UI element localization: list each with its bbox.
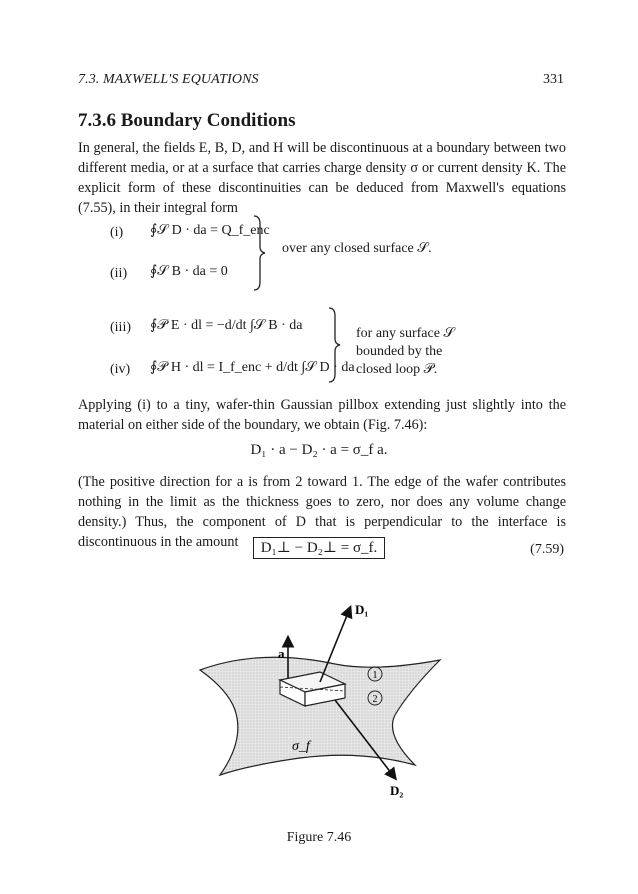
label-medium-1: 1: [372, 670, 378, 681]
equation-iii-label: (iii): [110, 320, 131, 335]
pillbox-paragraph: [78, 395, 566, 435]
surface-note-line-2: bounded by the: [356, 344, 443, 359]
label-d1: D₁: [355, 602, 369, 617]
positive-direction-paragraph-text: (The positive direction for a is from 2 toward 1. The edge of the wafer contributes nothing in the limit as the thickness goes to zero, nor does any volume change density.) Thus, the component of D that is perpendicular to the interface is discontinuous in the amount: [78, 474, 566, 550]
equation-iv-label: (iv): [110, 362, 131, 377]
boxed-equation: D₁⊥ − D₂⊥ = σ_f.: [253, 537, 386, 559]
label-d2: D₂: [390, 783, 404, 798]
label-a: a: [278, 646, 285, 661]
label-medium-2: 2: [372, 694, 378, 705]
label-sigma: σ_f: [292, 739, 310, 754]
right-brace-surface: [327, 306, 343, 384]
equation-iii: ∮𝒫 E · dl = −d/dt ∫𝒮 B · da: [150, 318, 303, 333]
pillbox-paragraph-text: Applying (i) to a tiny, wafer-thin Gaussian pillbox extending just slightly into the material on either side of the boundary, we obtain (Fig. 7.46):: [78, 397, 566, 433]
equation-i-label: (i): [110, 225, 124, 240]
equation-ii: ∮𝒮 B · da = 0: [150, 264, 228, 279]
surface-note-line-3: closed loop 𝒫.: [356, 362, 438, 377]
intro-paragraph-text: In general, the fields E, B, D, and H will be discontinuous at a boundary between two different media, or at a surface that carries charge density σ or current density K. The explicit form of these discontinuities can be deduced from Maxwell's equations (7.55), in their integral form: [78, 140, 566, 216]
figure-caption: Figure 7.46: [286, 830, 352, 845]
page-number: 331: [543, 72, 564, 87]
equation-iv: ∮𝒫 H · dl = I_f_enc + d/dt ∫𝒮 D · da: [150, 360, 355, 375]
surface-note-line-1: for any surface 𝒮: [356, 326, 455, 341]
equation-ii-label: (ii): [110, 266, 128, 281]
surface-note: [356, 325, 454, 379]
equation-number: (7.59): [530, 542, 564, 557]
right-brace-closed-surface: [252, 214, 268, 292]
section-heading: 7.3.6 Boundary Conditions: [78, 110, 296, 131]
intro-paragraph: [78, 138, 566, 218]
closed-surface-note: over any closed surface 𝒮.: [282, 241, 432, 256]
figure-7-46: [190, 600, 450, 800]
equation-i: ∮𝒮 D · da = Q_f_enc: [150, 223, 270, 238]
pillbox-equation: D₁ · a − D₂ · a = σ_f a.: [250, 442, 388, 458]
running-head: 7.3. MAXWELL'S EQUATIONS: [78, 72, 259, 87]
